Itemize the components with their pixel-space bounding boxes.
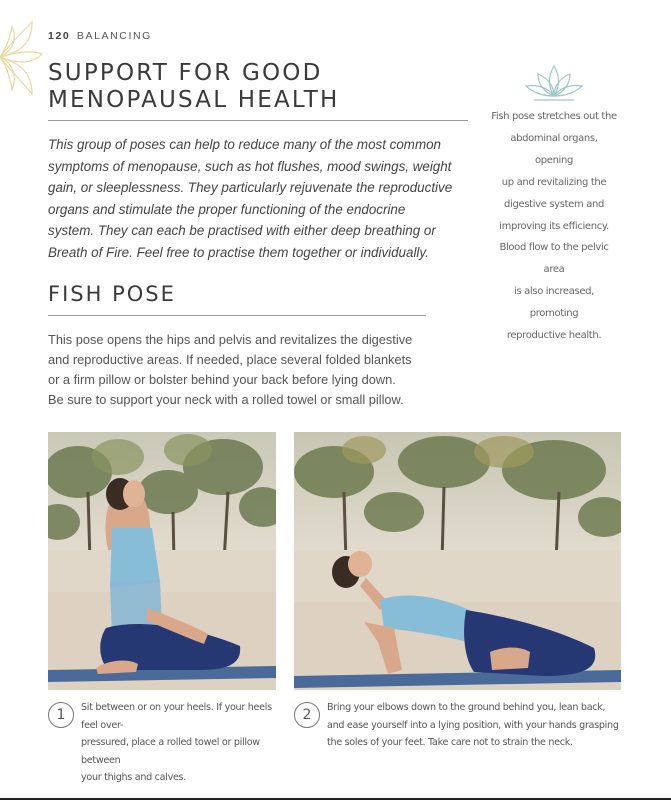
text-line: This pose opens the hips and pelvis and revitalizes the digestive [48, 332, 413, 347]
sidebar-note [491, 106, 617, 347]
page-header [48, 30, 152, 42]
text-line: is also increased, promoting [514, 286, 594, 320]
text-line: symptoms of menopause, such as hot flushes, mood swings, weight [48, 158, 452, 174]
step-2-text [327, 699, 627, 752]
text-line: the soles of your feet. Take care not to strain the neck. [327, 737, 573, 748]
step-number-2: 2 [294, 702, 320, 728]
text-line: pressured, place a rolled towel or pillow between [81, 737, 260, 766]
text-line: reproductive health. [506, 330, 602, 342]
text-line: and reproductive areas. If needed, place several folded blankets [48, 352, 412, 367]
text-line: This group of poses can help to reduce many of the most common [48, 137, 441, 152]
photo-kneeling [48, 432, 276, 690]
text-line: up and revitalizing the [501, 176, 607, 188]
text-line: organs and stimulate the proper functioning of the endocrine [48, 201, 406, 217]
page-number: 120 [48, 30, 71, 42]
step-number-1: 1 [48, 702, 74, 728]
step-1-text [81, 699, 281, 787]
title-line: MENOPAUSAL HEALTH [48, 87, 340, 113]
text-line: improving its efficiency. [499, 220, 609, 232]
section-divider [48, 315, 426, 316]
text-line: Bring your elbows down to the ground behind you, lean back, [327, 702, 606, 713]
text-line: Breath of Fire. Feel free to practise them together or individually. [48, 244, 429, 260]
intro-paragraph [48, 134, 474, 263]
section-heading: FISH POSE [48, 282, 176, 306]
title-divider [48, 120, 468, 121]
text-line: system. They can each be practised with either deep breathing or [48, 223, 436, 238]
text-line: abdominal organs, opening [510, 132, 598, 166]
text-line: and ease yourself into a lying position, with your hands grasping [327, 719, 619, 731]
text-line: Blood flow to the pelvic area [499, 242, 609, 276]
page-title [48, 60, 468, 114]
sidebar-lotus-icon [524, 64, 584, 102]
pose-description [48, 330, 428, 410]
text-line: Sit between or on your heels. If your heels feel over- [81, 702, 272, 731]
section-name: BALANCING [76, 30, 152, 42]
text-line: Fish pose stretches out the [491, 111, 617, 122]
photo-reclining [294, 432, 621, 690]
corner-lotus-icon [0, 12, 42, 102]
text-line: gain, or sleeplessness. They particularly rejuvenate the reproductive [48, 180, 453, 195]
text-line: digestive system and [504, 198, 604, 210]
text-line: Be sure to support your neck with a rolled towel or small pillow. [48, 392, 404, 407]
text-line: or a firm pillow or bolster behind your back before lying down. [48, 372, 396, 387]
title-line: SUPPORT FOR GOOD [48, 60, 323, 86]
text-line: your thighs and calves. [81, 772, 186, 783]
